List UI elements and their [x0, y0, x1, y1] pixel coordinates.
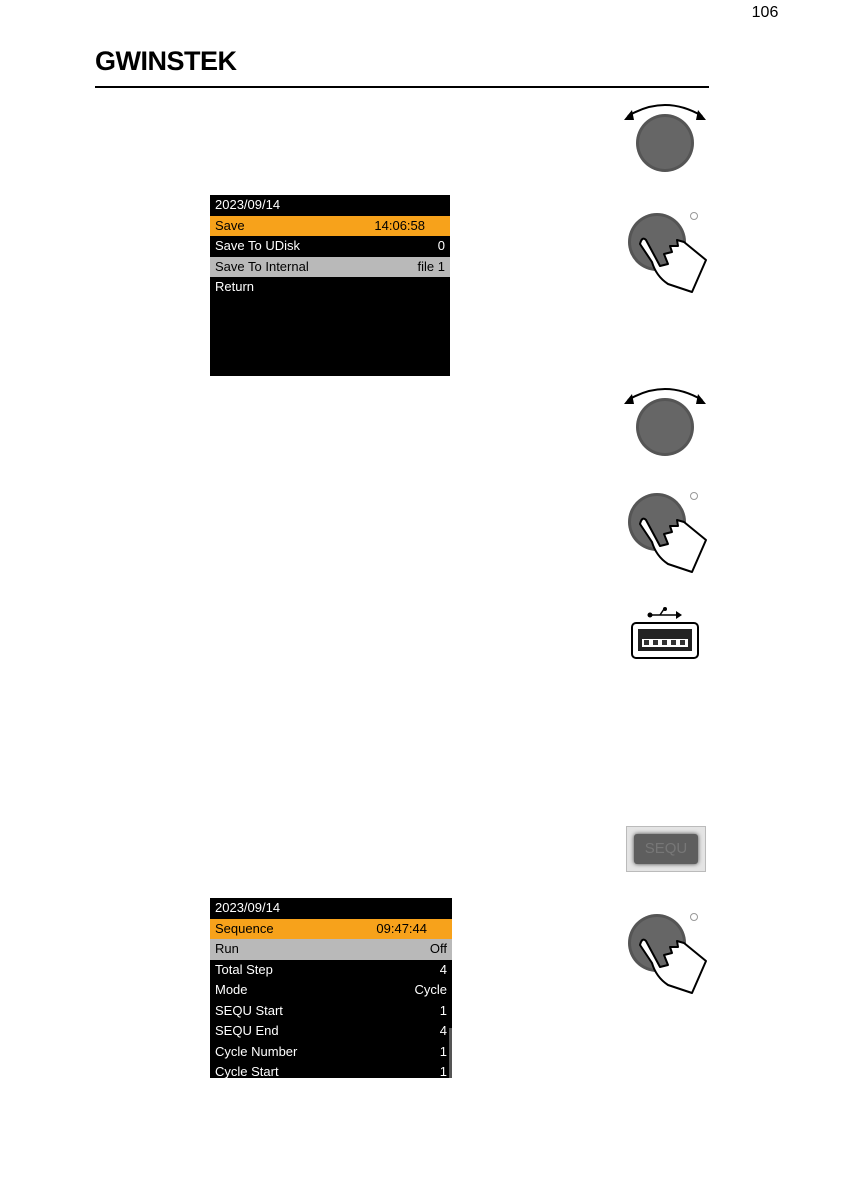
- screen-title-bar: [210, 216, 450, 237]
- knob-turn-icon: [620, 96, 710, 176]
- menu-item-total-step[interactable]: Total Step 4: [215, 961, 447, 977]
- screen-time: 14:06:58: [374, 217, 425, 233]
- menu-item-return[interactable]: Return: [215, 279, 255, 294]
- menu-item-cycle-number[interactable]: Cycle Number 1: [215, 1043, 447, 1059]
- screen-date: 2023/09/14: [215, 197, 281, 212]
- header-rule: [95, 86, 709, 88]
- screen-title: Sequence: [215, 920, 274, 936]
- screen-title-bar: [210, 919, 452, 940]
- save-screen: [210, 195, 450, 376]
- screen-title: Save: [215, 217, 245, 233]
- sequ-key-icon: [626, 826, 706, 872]
- logo-text: GWINSTEK: [95, 46, 237, 76]
- menu-item-sequ-start[interactable]: SEQU Start 1: [215, 1002, 447, 1018]
- menu-item-run[interactable]: Run Off: [210, 939, 452, 960]
- gw-instek-logo: [95, 46, 245, 76]
- menu-item-sequ-end[interactable]: SEQU End 4: [215, 1023, 447, 1038]
- knob-turn-icon: [620, 380, 710, 460]
- menu-item-save-to-internal[interactable]: Save To Internal file 1: [210, 257, 450, 278]
- screen-time: 09:47:44: [376, 920, 427, 936]
- screen-date: 2023/09/14: [215, 900, 281, 915]
- knob-press-icon: [622, 482, 714, 577]
- menu-item-save-to-udisk[interactable]: Save To UDisk 0: [215, 238, 445, 253]
- knob-press-icon: [622, 903, 714, 998]
- menu-item-cycle-start[interactable]: Cycle Start 1: [215, 1064, 447, 1079]
- menu-item-mode[interactable]: Mode Cycle: [215, 982, 447, 997]
- sequence-screen: [210, 898, 452, 1078]
- sequ-key-label: SEQU: [644, 840, 688, 857]
- knob-press-icon: [622, 202, 714, 297]
- usb-port-icon: [630, 605, 702, 660]
- sequ-key-face: [634, 834, 698, 864]
- page-number: 106: [751, 4, 779, 21]
- scrollbar[interactable]: [449, 1028, 452, 1078]
